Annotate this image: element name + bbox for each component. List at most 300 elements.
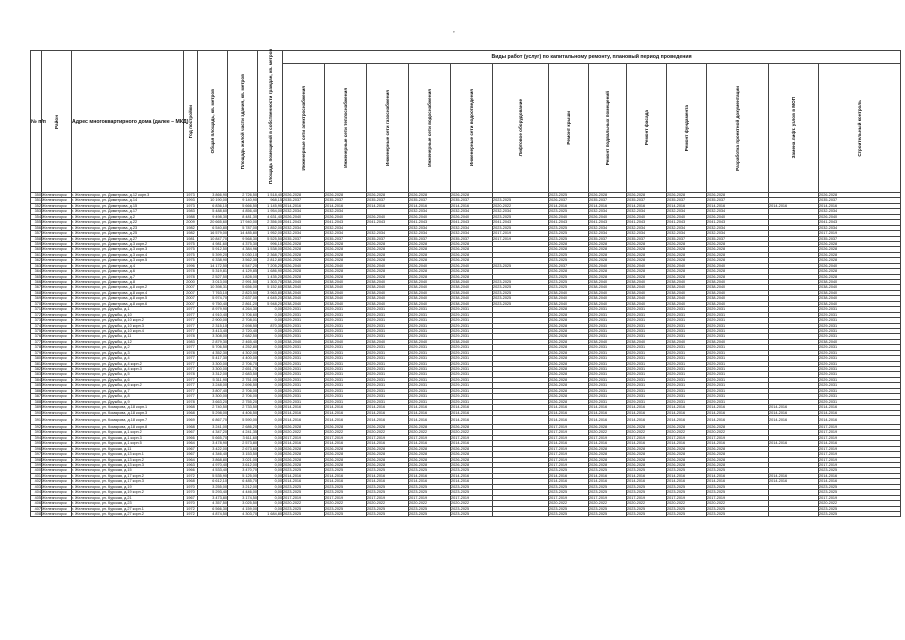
row-total-area: 3 413,40 [198,328,228,333]
row-address: г. Железногорск, ул. Дружбы, д.4 корп.3 [72,367,184,372]
row-period: 2026-2028 [589,241,627,246]
row-owned-area: 1 145,90 [258,203,283,208]
row-period: 2026-2028 [627,274,667,279]
row-period: 2017-2019 [589,495,627,500]
row-period: 2026-2028 [549,339,589,344]
row-period: 2017-2019 [283,435,325,440]
row-period: 2026-2028 [627,424,667,429]
row-period: 2026-2028 [451,247,493,252]
row-period: 2014-2016 [409,203,451,208]
row-total-area: 5 665,70 [198,435,228,440]
row-period: 2029-2031 [325,334,367,339]
row-period: 2041-2043 [627,220,667,225]
row-period: 2029-2031 [707,388,769,393]
row-period: 2029-2031 [589,356,627,361]
row-owned-area: 1 303,70 [258,280,283,285]
row-period: 2026-2040 [667,214,707,219]
row-period: 2026-2028 [367,252,409,257]
row-period: 2035-2037 [667,198,707,203]
row-period: 2020-2022 [707,430,769,435]
row-period: 2020-2022 [325,501,367,506]
row-period: 2023-2025 [283,484,325,489]
row-district: Железногорск [42,258,72,263]
row-period: 2029-2031 [627,334,667,339]
row-year: 1982 [184,231,198,236]
table-body [31,193,901,517]
row-period: 2014-2016 [367,410,409,415]
row-period: 2032-2034 [589,231,627,236]
row-year: 1977 [184,377,198,382]
row-period: 2014-2016 [769,405,819,410]
row-period: 2038-2040 [451,290,493,295]
row-period: 2029-2031 [589,345,627,350]
row-district: Железногорск [42,452,72,457]
row-period: 2029-2031 [819,328,901,333]
row-period: 2029-2031 [667,334,707,339]
row-living-area: 5 030,10 [228,252,258,257]
row-total-area: 3 473,80 [198,495,228,500]
row-period: 2029-2031 [283,356,325,361]
row-period: 2026-2028 [367,247,409,252]
row-living-area: 5 787,00 [228,225,258,230]
row-period: 2029-2031 [367,307,409,312]
row-living-area: 14 485,80 [228,231,258,236]
row-owned-area: 0,00 [258,328,283,333]
row-period: 2023-2025 [409,511,451,516]
row-period: 2029-2031 [627,367,667,372]
row-period: 2029-2031 [325,356,367,361]
row-period: 2014-2016 [707,415,769,424]
row-period: 2026-2028 [325,269,367,274]
row-period: 2020-2022 [409,430,451,435]
row-number: 351 [31,198,42,203]
row-period: 2026-2028 [667,424,707,429]
row-district: Железногорск [42,394,72,399]
row-period: 2035-2037 [707,236,769,241]
row-period: 2029-2031 [707,356,769,361]
row-period: 2017-2019 [667,495,707,500]
row-period: 2029-2031 [667,312,707,317]
row-living-area: 2 686,20 [228,424,258,429]
row-living-area: 2 861,20 [228,301,258,306]
row-period: 2026-2028 [367,463,409,468]
row-period: 2014-2016 [451,405,493,410]
row-period: 2026-2040 [549,214,589,219]
row-owned-area: 2 356,00 [258,220,283,225]
row-address: г. Железногорск, ул. Курская, д.13 корп.3 [72,463,184,468]
row-total-area: 2 527,50 [198,274,228,279]
row-owned-area: 1 952,00 [258,231,283,236]
row-period: 2029-2031 [409,399,451,404]
row-period: 2023-2025 [367,506,409,511]
row-period: 2026-2028 [549,269,589,274]
row-number: 407 [31,506,42,511]
row-period: 2029-2031 [409,328,451,333]
row-owned-area: 1 435,20 [258,274,283,279]
row-period: 2023-2025 [367,511,409,516]
row-period: 2014-2016 [283,473,325,478]
row-number: 385 [31,383,42,388]
row-period: 2026-2028 [451,424,493,429]
row-period: 2026-2028 [367,258,409,263]
row-number: 357 [31,231,42,236]
row-owned-area: 0,00 [258,424,283,429]
row-period: 2026-2028 [283,457,325,462]
row-period: 2029-2031 [819,323,901,328]
row-district: Железногорск [42,441,72,446]
row-period: 2023-2025 [283,506,325,511]
row-address: г. Железногорск, ул. Дружбы, д.7 [72,388,184,393]
row-period: 2026-2028 [325,463,367,468]
row-period: 2029-2031 [627,307,667,312]
row-period: 2014-2016 [549,441,589,446]
row-address: г. Железногорск, ул. Димитрова, д.3 корп.3 [72,247,184,252]
row-period: 2032-2034 [667,231,707,236]
row-period: 2014-2016 [283,405,325,410]
row-owned-area: 0,00 [258,446,283,451]
row-period: 2029-2031 [367,383,409,388]
row-district: Железногорск [42,323,72,328]
row-period: 2014-2016 [819,405,901,410]
row-address: г. Железногорск, ул. Дружбы, д.10 корп.2 [72,318,184,323]
row-district: Железногорск [42,405,72,410]
row-year: 1978 [184,274,198,279]
row-period: 2020-2022 [589,501,627,506]
row-period: 2035-2037 [283,198,325,203]
row-period: 2014-2016 [707,410,769,415]
row-number: 374 [31,323,42,328]
row-period: 2023-2025 [549,285,589,290]
row-period: 2023-2025 [409,506,451,511]
row-number: 404 [31,490,42,495]
row-period: 2017-2019 [549,430,589,435]
row-period: 2032-2034 [707,225,769,230]
row-period: 2026-2028 [627,457,667,462]
row-period: 2029-2031 [627,323,667,328]
row-period: 2017-2019 [283,495,325,500]
row-owned-area: 870,30 [258,323,283,328]
row-period: 2014-2016 [283,410,325,415]
row-owned-area: 0,00 [258,307,283,312]
row-district: Железногорск [42,468,72,473]
capital-repair-table [30,50,901,517]
row-owned-area: 4 631,40 [258,214,283,219]
row-period: 2017-2019 [549,457,589,462]
row-period: 2029-2031 [627,361,667,366]
row-year: 2007 [184,290,198,295]
row-number: 386 [31,388,42,393]
row-number: 352 [31,203,42,208]
row-period: 2026-2028 [549,307,589,312]
row-period: 2029-2031 [589,399,627,404]
row-owned-area: 0,00 [258,377,283,382]
row-address: г. Железногорск, ул. Димитрова, д.3 корп.5 [72,258,184,263]
row-period: 2026-2028 [283,252,325,257]
row-period: 2026-2028 [819,193,901,198]
row-total-area: 14 172,50 [198,263,228,268]
row-number: 393 [31,430,42,435]
row-period: 2014-2016 [409,410,451,415]
row-district: Железногорск [42,479,72,484]
row-period: 2026-2028 [283,274,325,279]
row-period: 2014-2016 [325,405,367,410]
col-header-living-area: Площадь жилой части здания, кв. метров [228,51,258,193]
row-period: 2014-2016 [589,441,627,446]
row-period: 2026-2028 [549,334,589,339]
row-period: 2023-2025 [367,468,409,473]
col-header-foundation: Ремонт фундамента [667,64,707,193]
row-period: 2017-2019 [819,457,901,462]
row-period: 2014-2016 [667,410,707,415]
row-total-area: 3 422,00 [198,446,228,451]
row-owned-area: 0,00 [258,410,283,415]
row-period: 2014-2016 [589,479,627,484]
row-period: 2032-2034 [627,209,667,214]
row-number: 396 [31,446,42,451]
row-period: 2038-2040 [283,301,325,306]
row-living-area: 4 129,85 [228,269,258,274]
col-header-num: № п/п [31,51,42,193]
row-period: 2038-2040 [325,339,367,344]
row-total-area: 5 974,70 [198,296,228,301]
row-district: Железногорск [42,424,72,429]
row-period: 2014-2016 [589,410,627,415]
row-period: 2038-2040 [283,339,325,344]
row-period: 2026-2028 [627,452,667,457]
row-period: 2026-2028 [707,258,769,263]
row-total-area: 5 535,90 [198,473,228,478]
row-number: 392 [31,424,42,429]
row-period: 2038-2040 [367,296,409,301]
row-period: 2038-2040 [409,301,451,306]
row-period: 2017-2019 [707,435,769,440]
row-district: Железногорск [42,301,72,306]
row-period: 2029-2031 [627,399,667,404]
row-owned-area: 0,00 [258,490,283,495]
row-living-area: 8 481,30 [228,214,258,219]
row-number: 384 [31,377,42,382]
row-living-area: 2 683,50 [228,372,258,377]
row-period: 2014-2016 [769,441,819,446]
row-period: 2023-2025 [325,511,367,516]
row-period: 2029-2031 [283,372,325,377]
row-address: г. Железногорск, ул. Димитрова, д.6 [72,269,184,274]
row-period: 2038-2040 [549,296,589,301]
row-period: 2029-2031 [283,318,325,323]
row-period: 2026-2028 [549,328,589,333]
row-number: 383 [31,372,42,377]
row-period: 2029-2031 [367,367,409,372]
row-year: 1988 [184,214,198,219]
row-period: 2026-2040 [627,214,667,219]
row-period: 2041-2043 [325,220,367,225]
row-period: 2029-2031 [283,377,325,382]
row-period: 2020-2022 [283,430,325,435]
row-living-area: 2 733,50 [228,405,258,410]
row-owned-area: 1 686,90 [258,269,283,274]
row-year: 1966 [184,468,198,473]
row-total-area: 10 847,70 [198,236,228,241]
row-period: 2041-2043 [549,220,589,225]
row-period: 2029-2031 [367,356,409,361]
row-period: 2026-2028 [627,252,667,257]
row-address: г. Железногорск, ул. Курская, д.1 корп.3 [72,435,184,440]
row-owned-area: 968,15 [258,198,283,203]
row-period: 2029-2031 [819,388,901,393]
row-year: 1963 [184,463,198,468]
row-owned-area: 0,00 [258,399,283,404]
row-living-area: 4 252,80 [228,345,258,350]
row-period: 2032-2034 [325,231,367,236]
row-period: 2029-2031 [707,307,769,312]
row-address: г. Железногорск, ул. Димитрова, д.2 [72,214,184,219]
row-period: 2014-2016 [627,415,667,424]
row-number: 368 [31,290,42,295]
row-period: 2038-2040 [707,339,769,344]
row-period: 2014-2016 [819,473,901,478]
row-period: 2032-2034 [409,209,451,214]
row-address: г. Железногорск, ул. Дружбы, д.10 корп.4 [72,328,184,333]
row-number: 362 [31,258,42,263]
row-period: 2032-2034 [451,231,493,236]
row-address: г. Железногорск, ул. Димитрова, д.8 корп.2 [72,285,184,290]
row-address: г. Железногорск, ул. Дружбы, д.12 [72,339,184,344]
col-header-district: Район [42,51,72,193]
row-district: Железногорск [42,252,72,257]
row-period: 2023-2025 [409,490,451,495]
col-header-heating: Инженерные сети теплоснабжения [325,64,367,193]
row-year: 1972 [184,473,198,478]
row-living-area: 3 212,00 [228,484,258,489]
row-period: 2026-2037 [549,263,589,268]
row-period: 2014-2016 [451,479,493,484]
row-period: 2029-2031 [451,394,493,399]
row-number: 366 [31,280,42,285]
row-living-area: 2 696,50 [228,383,258,388]
row-period: 2026-2028 [409,274,451,279]
row-period: 2029-2031 [409,323,451,328]
row-address: г. Железногорск, ул. Дружбы, д.5 [72,372,184,377]
row-period: 2032-2034 [409,231,451,236]
row-period: 2038-2040 [707,285,769,290]
row-number: 367 [31,285,42,290]
row-period: 2026-2028 [283,424,325,429]
row-district: Железногорск [42,214,72,219]
row-year: 1967 [184,452,198,457]
row-year: 1977 [184,383,198,388]
row-period: 2029-2031 [367,312,409,317]
row-period: 2020-2022 [451,430,493,435]
row-total-area: 3 300,00 [198,361,228,366]
row-number: 391 [31,415,42,424]
row-period: 2038-2040 [589,339,627,344]
row-living-area: 9 140,90 [228,198,258,203]
row-total-area: 4 533,40 [198,468,228,473]
row-living-area: 5 125,00 [228,473,258,478]
row-total-area: 2 315,10 [198,323,228,328]
row-total-area: 4 981,60 [198,241,228,246]
row-period: 2017-2019 [819,495,901,500]
row-owned-area: 1 852,00 [258,225,283,230]
row-period: 2026-2028 [451,241,493,246]
row-district: Железногорск [42,220,72,225]
row-period: 2014-2016 [769,473,819,478]
row-period: 2035-2037 [819,236,901,241]
row-period: 2026-2028 [819,274,901,279]
row-period: 2026-2040 [819,263,901,268]
row-period: 2023-2025 [549,252,589,257]
row-living-area: 5 590,00 [228,415,258,424]
row-period: 2023-2025 [667,484,707,489]
row-year: 1972 [184,506,198,511]
row-period: 2029-2031 [283,399,325,404]
row-period: 2014-2016 [325,415,367,424]
col-header-address: Адрес многоквартирного дома (далее – МКД) [72,51,184,193]
row-address: г. Железногорск, ул. Димитрова, д.8 корп.5 [72,296,184,301]
row-year: 1968 [184,479,198,484]
row-period: 2029-2031 [409,377,451,382]
row-period: 2026-2028 [819,252,901,257]
row-living-area: 3 612,00 [228,463,258,468]
row-period: 2029-2031 [367,334,409,339]
row-period: 2029-2031 [819,394,901,399]
row-period: 2029-2031 [667,318,707,323]
row-period: 2017-2019 [409,495,451,500]
col-header-elevator-nodes: Замена лифт. узлов в МОП [769,64,819,193]
row-living-area: 2 573,80 [228,441,258,446]
row-number: 353 [31,209,42,214]
row-period: 2029-2031 [667,388,707,393]
col-header-design-docs: Разработка проектной документации [707,64,769,193]
row-district: Железногорск [42,484,72,489]
row-period: 2041-2043 [589,220,627,225]
row-address: г. Железногорск, ул. Курская, д.11 [72,446,184,451]
row-period: 2023-2025 [589,468,627,473]
row-district: Железногорск [42,236,72,241]
row-period: 2026-2028 [627,258,667,263]
row-period: 2017-2019 [819,446,901,451]
row-district: Железногорск [42,339,72,344]
row-period: 2026-2028 [707,193,769,198]
row-period: 2026-2040 [451,214,493,219]
row-period: 2029-2031 [325,307,367,312]
row-owned-area: 3 963,80 [258,290,283,295]
row-period: 2026-2028 [667,241,707,246]
row-period: 2026-2028 [409,258,451,263]
row-period: 2032-2034 [667,225,707,230]
row-period: 2026-2028 [549,312,589,317]
row-living-area: 3 562,30 [228,258,258,263]
row-number: 370 [31,301,42,306]
row-period: 2026-2028 [367,424,409,429]
row-year: 1973 [184,203,198,208]
row-district: Железногорск [42,296,72,301]
row-period: 2026-2028 [409,241,451,246]
row-period: 2026-2028 [819,269,901,274]
row-period: 2029-2031 [409,356,451,361]
row-period: 2026-2028 [549,394,589,399]
row-year: 1970 [184,501,198,506]
row-district: Железногорск [42,511,72,516]
row-period: 2029-2031 [325,312,367,317]
row-number: 398 [31,457,42,462]
row-district: Железногорск [42,247,72,252]
row-period: 2038-2040 [451,301,493,306]
row-period: 2035-2037 [589,198,627,203]
row-number: 361 [31,252,42,257]
row-period: 2029-2031 [627,345,667,350]
row-period: 2029-2031 [409,345,451,350]
